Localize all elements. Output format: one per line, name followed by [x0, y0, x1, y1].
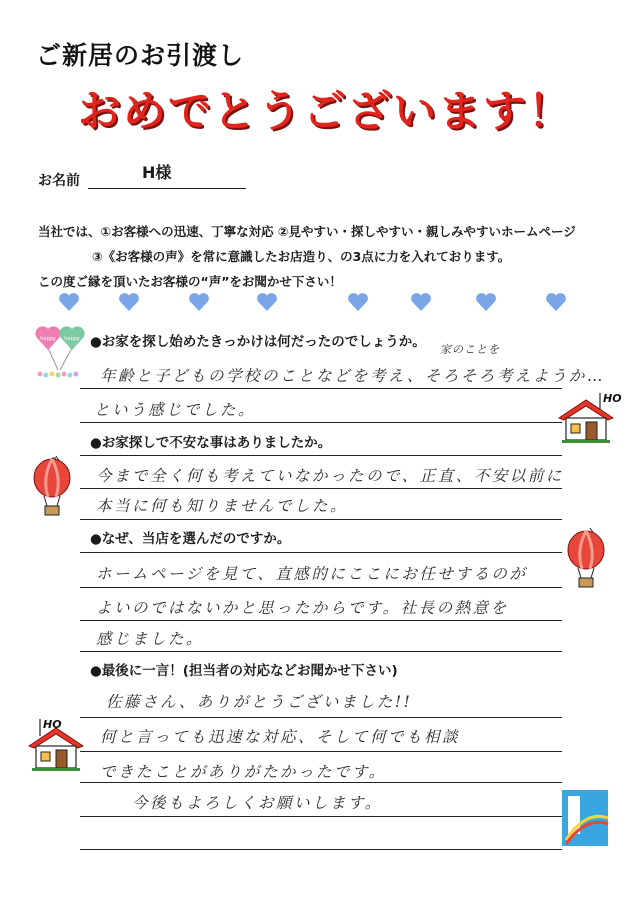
question-4: ●最後に一言！(担当者の対応などお聞かせ下さい) [90, 663, 398, 679]
question-1: ●お家を探し始めたきっかけは何だったのでしょうか。 [90, 334, 426, 350]
company-logo [562, 790, 608, 846]
balloon-label-right: happy [64, 336, 80, 342]
answer-2-line-2: 本当に何も知りませんでした。 [96, 497, 349, 515]
answer-2-line-1: 今まで全く何も考えていなかったので、正直、不安以前に [96, 467, 564, 485]
customer-name-value: H様 [142, 163, 172, 182]
house-sign-text: HO [43, 718, 62, 731]
answer-rule [80, 587, 562, 588]
answer-rule [80, 816, 562, 817]
header-title: おめでとうございます！ [78, 87, 573, 137]
answer-rule [80, 849, 562, 850]
answer-rule [80, 717, 562, 718]
heart-icon [118, 292, 140, 312]
intro-line-3: この度ご縁を頂いたお客様の“声”をお聞かせ下さい！ [38, 274, 342, 289]
heart-icon [188, 292, 210, 312]
heart-icon [347, 292, 369, 312]
house-sign-text: HO [603, 392, 622, 405]
heart-divider [0, 292, 636, 316]
happy-balloons-icon [34, 322, 86, 380]
answer-rule [80, 455, 562, 456]
intro-line-2: ③《お客様の声》を常に意識したお店造り、の3点に力を入れております。 [92, 249, 511, 264]
heart-icon [58, 292, 80, 312]
answer-rule [80, 488, 562, 489]
customer-name-label: お名前 [38, 173, 80, 189]
answer-1-line-2: という感じでした。 [94, 401, 257, 419]
answer-rule [80, 519, 562, 520]
answer-1-note: 家のことを [440, 343, 500, 356]
house-sign-icon [556, 390, 622, 446]
answer-rule [80, 782, 562, 783]
answer-rule [80, 651, 562, 652]
heart-icon [475, 292, 497, 312]
answer-3-line-3: 感じました。 [96, 630, 205, 648]
answer-3-line-2: よいのではないかと思ったからです。社長の熱意を [96, 599, 509, 617]
answer-rule [80, 552, 562, 553]
hot-air-balloon-icon [30, 454, 78, 518]
answer-4-line-2: 何と言っても迅速な対応、そして何でも相談 [100, 728, 461, 746]
question-3: ●なぜ、当店を選んだのですか。 [90, 531, 291, 547]
answer-rule [80, 422, 562, 423]
header-subtitle: ご新居のお引渡し [36, 41, 245, 70]
answer-rule [80, 388, 562, 389]
hot-air-balloon-icon [564, 526, 612, 590]
answer-4-line-4: 今後もよろしくお願いします。 [132, 794, 383, 812]
heart-icon [410, 292, 432, 312]
balloon-label-left: happy [40, 336, 56, 342]
heart-icon [256, 292, 278, 312]
answer-4-line-3: できたことがありがたかったです。 [100, 763, 387, 781]
answer-1-line-1: 年齢と子どもの学校のことなどを考え、そろそろ考えようか… [100, 367, 605, 385]
answer-rule [80, 751, 562, 752]
answer-rule [80, 620, 562, 621]
house-sign-icon [26, 716, 88, 776]
intro-line-1: 当社では、①お客様への迅速、丁寧な対応 ②見やすい・探しやすい・親しみやすいホームページ [38, 224, 576, 239]
question-2: ●お家探しで不安な事はありましたか。 [90, 435, 332, 451]
answer-3-line-1: ホームページを見て、直感的にここにお任せするのが [96, 565, 528, 583]
heart-icon [545, 292, 567, 312]
answer-4-line-1: 佐藤さん、ありがとうございました!! [106, 693, 413, 711]
customer-name-underline [88, 188, 246, 189]
